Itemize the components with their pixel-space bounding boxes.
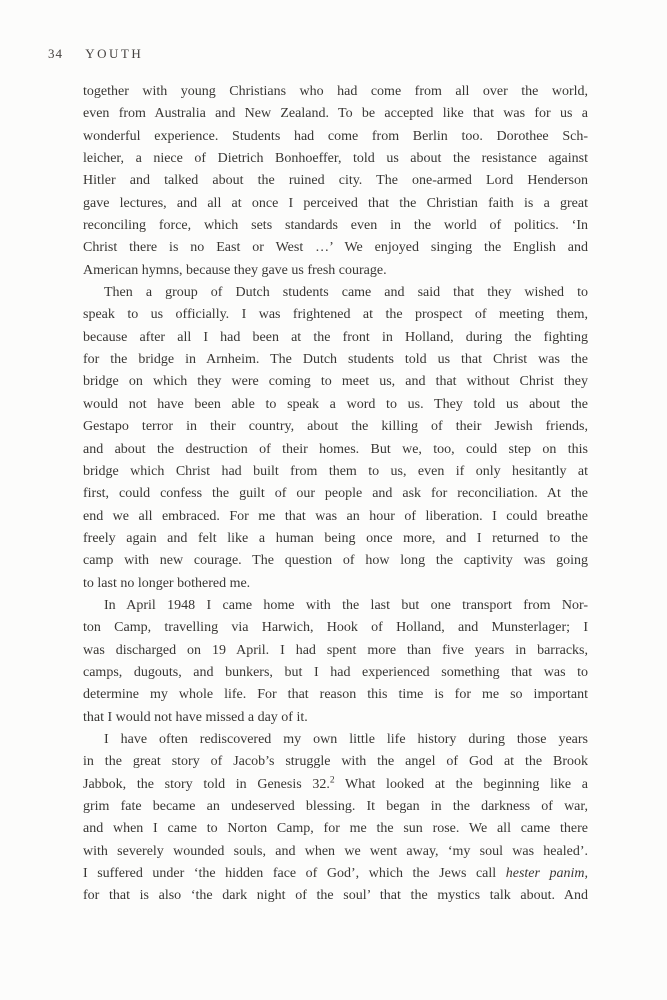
text-line: was discharged on 19 April. I had spent more than five years in barracks, <box>83 642 588 658</box>
page-body <box>83 81 588 908</box>
paragraph <box>83 81 588 282</box>
footnote-ref: 2 <box>329 775 335 785</box>
text-line: together with young Christians who had come from all over the world, <box>83 84 588 99</box>
text-line: and when I came to Norton Camp, for me the sun rose. We all came there <box>83 821 588 837</box>
text-line: grim fate became an undeserved blessing. It began in the darkness of war, <box>83 799 588 814</box>
text-line: in the great story of Jacob’s struggle with the angel of God at the Brook <box>83 754 588 770</box>
text-line: Hitler and talked about the ruined city. The one-armed Lord Henderson <box>83 173 588 189</box>
text-line: speak to us officially. I was frightened at the prospect of meeting them, <box>83 307 588 323</box>
text-line: gave lectures, and all at once I perceived that the Christian faith is a great <box>83 195 588 211</box>
text-line: leicher, a niece of Dietrich Bonhoeffer, told us about the resistance against <box>83 151 588 167</box>
italic-phrase: hester panim, <box>505 866 588 882</box>
text-run: Jabbok, the story told in Genesis 32. <box>83 776 330 792</box>
text-line: and about the destruction of their homes. But we, too, could step on this <box>83 441 588 457</box>
running-header <box>48 46 143 62</box>
paragraph <box>83 282 588 595</box>
text-line: would not have been able to speak a word to us. They told us about the <box>83 396 588 412</box>
text-line: for that is also ‘the dark night of the soul’ that the mystics talk about. And <box>83 888 588 904</box>
text-line: first, could confess the guilt of our people and ask for reconciliation. At the <box>83 486 588 502</box>
running-head-title: YOUTH <box>85 46 144 61</box>
text-line: Then a group of Dutch students came and said that they wished to <box>104 285 588 301</box>
text-line: Christ there is no East or West …’ We enjoyed singing the English and <box>83 240 588 256</box>
text-line: In April 1948 I came home with the last but one transport from Nor- <box>104 597 588 613</box>
text-line <box>83 774 588 796</box>
text-line: Gestapo terror in their country, about the killing of their Jewish friends, <box>83 419 588 435</box>
text-line: camps, dugouts, and bunkers, but I had experienced something that was to <box>83 664 588 680</box>
text-line: end we all embraced. For me that was an hour of liberation. I could breathe <box>83 508 588 524</box>
paragraph <box>83 729 588 908</box>
text-line: bridge on which they were coming to meet us, and that without Christ they <box>83 374 588 390</box>
text-line <box>83 863 588 885</box>
page-number: 34 <box>48 46 63 61</box>
text-line: determine my whole life. For that reason this time is for me so important <box>83 687 588 703</box>
text-line: I have often rediscovered my own little life history during those years <box>104 731 588 747</box>
text-line: American hymns, because they gave us fresh courage. <box>83 262 387 278</box>
text-line: reconciling force, which sets standards even in the world of politics. ‘In <box>83 218 588 234</box>
text-run: What looked at the beginning like a <box>334 776 588 792</box>
text-line: ton Camp, travelling via Harwich, Hook of Holland, and Munsterlager; I <box>83 620 588 636</box>
paragraph <box>83 595 588 729</box>
text-line: wonderful experience. Students had come from Berlin too. Dorothee Sch- <box>83 128 588 144</box>
text-line: freely again and felt like a human being once more, and I returned to the <box>83 530 588 546</box>
text-line: with severely wounded souls, and when we went away, ‘my soul was healed’. <box>83 843 588 859</box>
text-line: to last no longer bothered me. <box>83 575 251 591</box>
text-line: even from Australia and New Zealand. To be accepted like that was for us a <box>83 106 588 122</box>
text-line: bridge which Christ had built from them to us, even if only hesitantly at <box>83 463 588 479</box>
text-line: because after all I had been at the front in Holland, during the fighting <box>83 329 588 345</box>
text-line: for the bridge in Arnheim. The Dutch students told us that Christ was the <box>83 352 588 368</box>
text-line: camp with new courage. The question of how long the captivity was going <box>83 553 588 569</box>
text-run: I suffered under ‘the hidden face of God’, which the Jews call <box>83 866 506 882</box>
text-line: that I would not have missed a day of it. <box>83 709 308 725</box>
